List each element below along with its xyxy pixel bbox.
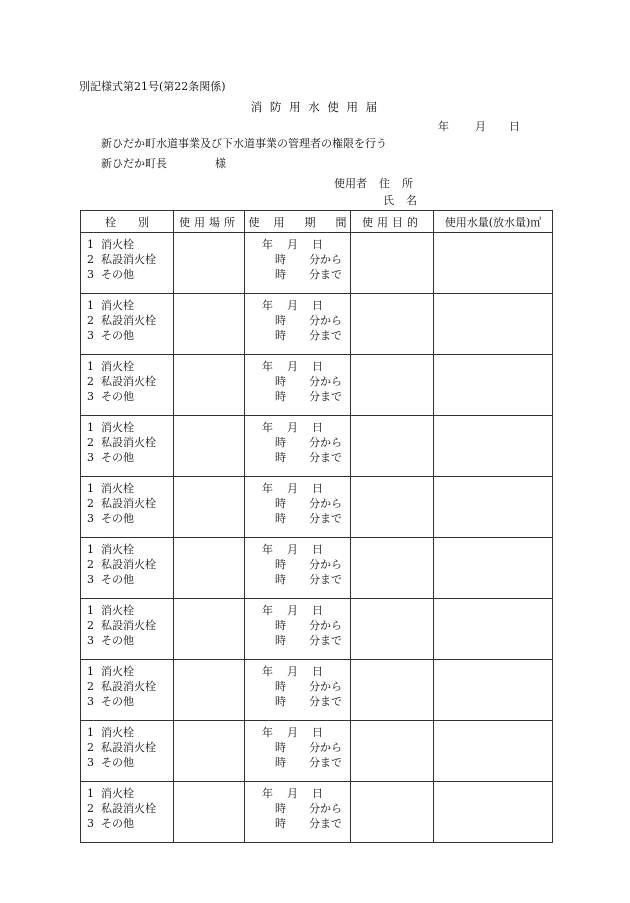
location-cell[interactable] xyxy=(174,355,245,416)
period-hour: 時 xyxy=(275,817,286,830)
table-row xyxy=(81,660,553,721)
period-hour: 時 xyxy=(275,512,286,525)
option-label: 消火栓 xyxy=(101,482,134,495)
option-number: 1 xyxy=(87,360,94,373)
option-number: 2 xyxy=(87,375,94,388)
period-month: 月 xyxy=(287,360,298,373)
period-char-3: 期 xyxy=(304,215,316,229)
volume-cell[interactable] xyxy=(434,660,553,721)
period-end xyxy=(275,816,342,831)
period-from: 分から xyxy=(309,680,342,693)
period-cell[interactable] xyxy=(245,477,351,538)
purpose-cell[interactable] xyxy=(351,538,434,599)
address-label-2: 所 xyxy=(402,177,413,190)
type-option xyxy=(81,557,173,572)
option-number: 2 xyxy=(87,619,94,632)
period-date xyxy=(262,359,323,374)
applicant-label: 使用者 xyxy=(334,177,367,190)
table-row xyxy=(81,294,553,355)
period-to: 分まで xyxy=(309,512,342,525)
col-header-period xyxy=(245,211,351,233)
option-number: 2 xyxy=(87,497,94,510)
hydrant-type-cell xyxy=(81,660,174,721)
period-cell[interactable] xyxy=(245,355,351,416)
type-option xyxy=(81,481,173,496)
location-cell[interactable] xyxy=(174,782,245,843)
period-hour: 時 xyxy=(275,497,286,510)
period-end xyxy=(275,511,342,526)
option-number: 2 xyxy=(87,680,94,693)
period-month: 月 xyxy=(287,482,298,495)
applicant-name xyxy=(383,194,417,208)
option-label: 消火栓 xyxy=(101,238,134,251)
period-month: 月 xyxy=(287,726,298,739)
form-title: 消 防 用 水 使 用 届 xyxy=(250,100,380,114)
period-year: 年 xyxy=(262,238,273,251)
table-row xyxy=(81,233,553,294)
period-hour: 時 xyxy=(275,253,286,266)
volume-cell[interactable] xyxy=(434,782,553,843)
location-cell[interactable] xyxy=(174,721,245,782)
period-from: 分から xyxy=(309,741,342,754)
table-body xyxy=(81,233,553,843)
option-label: 私設消火栓 xyxy=(101,802,156,815)
period-to: 分まで xyxy=(309,451,342,464)
option-label: 消火栓 xyxy=(101,421,134,434)
option-label: 消火栓 xyxy=(101,543,134,556)
addressee-line xyxy=(101,157,226,171)
table-row xyxy=(81,416,553,477)
authority-line: 新ひだか町水道事業及び下水道事業の管理者の権限を行う xyxy=(101,137,387,150)
period-from: 分から xyxy=(309,314,342,327)
period-start xyxy=(275,801,342,816)
volume-cell[interactable] xyxy=(434,294,553,355)
type-option xyxy=(81,755,173,770)
period-date xyxy=(262,664,323,679)
period-to: 分まで xyxy=(309,695,342,708)
period-month: 月 xyxy=(287,787,298,800)
option-number: 3 xyxy=(87,634,94,647)
type-option xyxy=(81,237,173,252)
period-hour: 時 xyxy=(275,695,286,708)
applicant-address xyxy=(334,177,413,191)
period-date xyxy=(262,298,323,313)
location-cell[interactable] xyxy=(174,660,245,721)
period-cell[interactable] xyxy=(245,660,351,721)
option-label: 消火栓 xyxy=(101,787,134,800)
option-number: 1 xyxy=(87,238,94,251)
option-number: 3 xyxy=(87,268,94,281)
period-date xyxy=(262,420,323,435)
period-month: 月 xyxy=(287,238,298,251)
period-end xyxy=(275,450,342,465)
period-hour: 時 xyxy=(275,268,286,281)
name-label-1: 氏 xyxy=(383,194,394,207)
period-hour: 時 xyxy=(275,619,286,632)
period-cell[interactable] xyxy=(245,782,351,843)
period-cell[interactable] xyxy=(245,599,351,660)
form-number: 別記様式第21号(第22条関係) xyxy=(79,80,226,93)
submission-date xyxy=(438,120,520,134)
hydrant-type-cell xyxy=(81,416,174,477)
period-year: 年 xyxy=(262,665,273,678)
period-month: 月 xyxy=(287,604,298,617)
period-start xyxy=(275,740,342,755)
date-year-label: 年 xyxy=(438,120,449,133)
period-day: 日 xyxy=(312,482,323,495)
option-number: 1 xyxy=(87,299,94,312)
period-hour: 時 xyxy=(275,314,286,327)
type-option xyxy=(81,374,173,389)
option-label: その他 xyxy=(101,573,134,586)
option-label: 消火栓 xyxy=(101,665,134,678)
hydrant-type-cell xyxy=(81,355,174,416)
option-number: 2 xyxy=(87,314,94,327)
table-row xyxy=(81,538,553,599)
period-end xyxy=(275,694,342,709)
type-option xyxy=(81,450,173,465)
hydrant-type-cell xyxy=(81,721,174,782)
date-day-label: 日 xyxy=(509,120,520,133)
period-day: 日 xyxy=(312,299,323,312)
type-option xyxy=(81,420,173,435)
table-header-row xyxy=(81,211,553,233)
period-char-2: 用 xyxy=(273,215,285,229)
option-number: 2 xyxy=(87,741,94,754)
hydrant-type-cell xyxy=(81,538,174,599)
period-date xyxy=(262,481,323,496)
volume-cell[interactable] xyxy=(434,538,553,599)
option-number: 2 xyxy=(87,253,94,266)
period-start xyxy=(275,618,342,633)
type-option xyxy=(81,816,173,831)
option-number: 2 xyxy=(87,436,94,449)
option-label: その他 xyxy=(101,329,134,342)
period-month: 月 xyxy=(287,299,298,312)
option-number: 3 xyxy=(87,512,94,525)
period-to: 分まで xyxy=(309,817,342,830)
option-label: 消火栓 xyxy=(101,299,134,312)
period-year: 年 xyxy=(262,543,273,556)
period-day: 日 xyxy=(312,604,323,617)
option-label: その他 xyxy=(101,512,134,525)
address-label-1: 住 xyxy=(379,177,390,190)
option-label: その他 xyxy=(101,756,134,769)
option-number: 1 xyxy=(87,787,94,800)
period-start xyxy=(275,313,342,328)
period-hour: 時 xyxy=(275,329,286,342)
type-option xyxy=(81,786,173,801)
option-label: 私設消火栓 xyxy=(101,558,156,571)
option-number: 1 xyxy=(87,604,94,617)
period-hour: 時 xyxy=(275,573,286,586)
period-day: 日 xyxy=(312,360,323,373)
option-number: 1 xyxy=(87,543,94,556)
period-date xyxy=(262,725,323,740)
option-number: 1 xyxy=(87,421,94,434)
period-cell[interactable] xyxy=(245,233,351,294)
period-start xyxy=(275,557,342,572)
period-year: 年 xyxy=(262,360,273,373)
period-day: 日 xyxy=(312,543,323,556)
period-hour: 時 xyxy=(275,375,286,388)
type-option xyxy=(81,572,173,587)
option-label: 私設消火栓 xyxy=(101,253,156,266)
col-header-location: 使用場所 xyxy=(174,211,245,233)
period-start xyxy=(275,374,342,389)
period-hour: 時 xyxy=(275,680,286,693)
table-row xyxy=(81,782,553,843)
type-option xyxy=(81,313,173,328)
period-hour: 時 xyxy=(275,741,286,754)
type-option xyxy=(81,389,173,404)
option-number: 2 xyxy=(87,802,94,815)
hydrant-type-cell xyxy=(81,599,174,660)
type-option xyxy=(81,725,173,740)
period-cell[interactable] xyxy=(245,721,351,782)
volume-cell[interactable] xyxy=(434,233,553,294)
location-cell[interactable] xyxy=(174,538,245,599)
option-number: 3 xyxy=(87,390,94,403)
hydrant-type-cell xyxy=(81,477,174,538)
period-from: 分から xyxy=(309,802,342,815)
usage-table xyxy=(80,210,553,843)
period-cell[interactable] xyxy=(245,294,351,355)
period-date xyxy=(262,786,323,801)
col-header-volume: 使用水量(放水量)㎥ xyxy=(434,211,553,233)
period-year: 年 xyxy=(262,482,273,495)
period-year: 年 xyxy=(262,421,273,434)
purpose-cell[interactable] xyxy=(351,294,434,355)
volume-cell[interactable] xyxy=(434,355,553,416)
option-number: 3 xyxy=(87,817,94,830)
type-option xyxy=(81,511,173,526)
option-number: 3 xyxy=(87,451,94,464)
option-number: 1 xyxy=(87,665,94,678)
option-number: 2 xyxy=(87,558,94,571)
table-row xyxy=(81,721,553,782)
period-day: 日 xyxy=(312,665,323,678)
period-end xyxy=(275,267,342,282)
period-date xyxy=(262,603,323,618)
option-label: 消火栓 xyxy=(101,604,134,617)
type-option xyxy=(81,618,173,633)
option-label: その他 xyxy=(101,451,134,464)
option-label: 私設消火栓 xyxy=(101,741,156,754)
type-option xyxy=(81,252,173,267)
option-label: その他 xyxy=(101,817,134,830)
col-header-purpose: 使用目的 xyxy=(351,211,434,233)
period-year: 年 xyxy=(262,787,273,800)
type-option xyxy=(81,435,173,450)
period-to: 分まで xyxy=(309,756,342,769)
table-row xyxy=(81,355,553,416)
period-start xyxy=(275,252,342,267)
date-month-label: 月 xyxy=(475,120,486,133)
option-label: 私設消火栓 xyxy=(101,314,156,327)
location-cell[interactable] xyxy=(174,477,245,538)
period-start xyxy=(275,496,342,511)
period-end xyxy=(275,633,342,648)
period-day: 日 xyxy=(312,238,323,251)
option-label: 私設消火栓 xyxy=(101,436,156,449)
option-number: 3 xyxy=(87,329,94,342)
type-option xyxy=(81,603,173,618)
type-option xyxy=(81,267,173,282)
period-date xyxy=(262,542,323,557)
type-option xyxy=(81,801,173,816)
period-cell[interactable] xyxy=(245,416,351,477)
period-hour: 時 xyxy=(275,436,286,449)
col-header-type: 栓別 xyxy=(81,211,174,233)
period-end xyxy=(275,389,342,404)
period-date xyxy=(262,237,323,252)
period-from: 分から xyxy=(309,253,342,266)
location-cell[interactable] xyxy=(174,294,245,355)
option-number: 3 xyxy=(87,695,94,708)
option-label: 消火栓 xyxy=(101,360,134,373)
honorific: 様 xyxy=(215,157,226,170)
purpose-cell[interactable] xyxy=(351,416,434,477)
period-month: 月 xyxy=(287,665,298,678)
period-start xyxy=(275,435,342,450)
period-from: 分から xyxy=(309,497,342,510)
volume-cell[interactable] xyxy=(434,416,553,477)
period-from: 分から xyxy=(309,558,342,571)
period-year: 年 xyxy=(262,726,273,739)
purpose-cell[interactable] xyxy=(351,477,434,538)
period-end xyxy=(275,328,342,343)
period-hour: 時 xyxy=(275,634,286,647)
type-option xyxy=(81,694,173,709)
purpose-cell[interactable] xyxy=(351,233,434,294)
period-hour: 時 xyxy=(275,558,286,571)
type-option xyxy=(81,496,173,511)
option-label: 私設消火栓 xyxy=(101,375,156,388)
option-number: 3 xyxy=(87,756,94,769)
hydrant-type-cell xyxy=(81,233,174,294)
purpose-cell[interactable] xyxy=(351,599,434,660)
type-option xyxy=(81,542,173,557)
table-row xyxy=(81,599,553,660)
period-end xyxy=(275,755,342,770)
period-to: 分まで xyxy=(309,329,342,342)
hydrant-type-cell xyxy=(81,294,174,355)
period-hour: 時 xyxy=(275,756,286,769)
period-from: 分から xyxy=(309,436,342,449)
purpose-cell[interactable] xyxy=(351,721,434,782)
period-to: 分まで xyxy=(309,390,342,403)
period-to: 分まで xyxy=(309,634,342,647)
option-label: その他 xyxy=(101,695,134,708)
location-cell[interactable] xyxy=(174,416,245,477)
period-char-1: 使 xyxy=(248,215,260,229)
option-number: 3 xyxy=(87,573,94,586)
period-year: 年 xyxy=(262,604,273,617)
volume-cell[interactable] xyxy=(434,721,553,782)
period-day: 日 xyxy=(312,421,323,434)
purpose-cell[interactable] xyxy=(351,782,434,843)
period-from: 分から xyxy=(309,375,342,388)
option-number: 1 xyxy=(87,482,94,495)
option-number: 1 xyxy=(87,726,94,739)
period-month: 月 xyxy=(287,543,298,556)
name-label-2: 名 xyxy=(406,194,417,207)
period-to: 分まで xyxy=(309,573,342,586)
option-label: 私設消火栓 xyxy=(101,680,156,693)
period-start xyxy=(275,679,342,694)
option-label: 私設消火栓 xyxy=(101,619,156,632)
period-hour: 時 xyxy=(275,802,286,815)
volume-cell[interactable] xyxy=(434,599,553,660)
table-row xyxy=(81,477,553,538)
option-label: 私設消火栓 xyxy=(101,497,156,510)
period-to: 分まで xyxy=(309,268,342,281)
period-year: 年 xyxy=(262,299,273,312)
period-cell[interactable] xyxy=(245,538,351,599)
period-from: 分から xyxy=(309,619,342,632)
hydrant-type-cell xyxy=(81,782,174,843)
option-label: その他 xyxy=(101,634,134,647)
location-cell[interactable] xyxy=(174,233,245,294)
option-label: その他 xyxy=(101,268,134,281)
purpose-cell[interactable] xyxy=(351,355,434,416)
volume-cell[interactable] xyxy=(434,477,553,538)
period-month: 月 xyxy=(287,421,298,434)
type-option xyxy=(81,328,173,343)
period-char-4: 間 xyxy=(335,215,347,229)
type-option xyxy=(81,740,173,755)
type-option xyxy=(81,633,173,648)
period-end xyxy=(275,572,342,587)
type-option xyxy=(81,359,173,374)
type-option xyxy=(81,679,173,694)
addressee: 新ひだか町長 xyxy=(101,157,167,170)
type-option xyxy=(81,664,173,679)
period-day: 日 xyxy=(312,726,323,739)
location-cell[interactable] xyxy=(174,599,245,660)
period-hour: 時 xyxy=(275,451,286,464)
period-day: 日 xyxy=(312,787,323,800)
option-label: その他 xyxy=(101,390,134,403)
purpose-cell[interactable] xyxy=(351,660,434,721)
option-label: 消火栓 xyxy=(101,726,134,739)
type-option xyxy=(81,298,173,313)
period-hour: 時 xyxy=(275,390,286,403)
